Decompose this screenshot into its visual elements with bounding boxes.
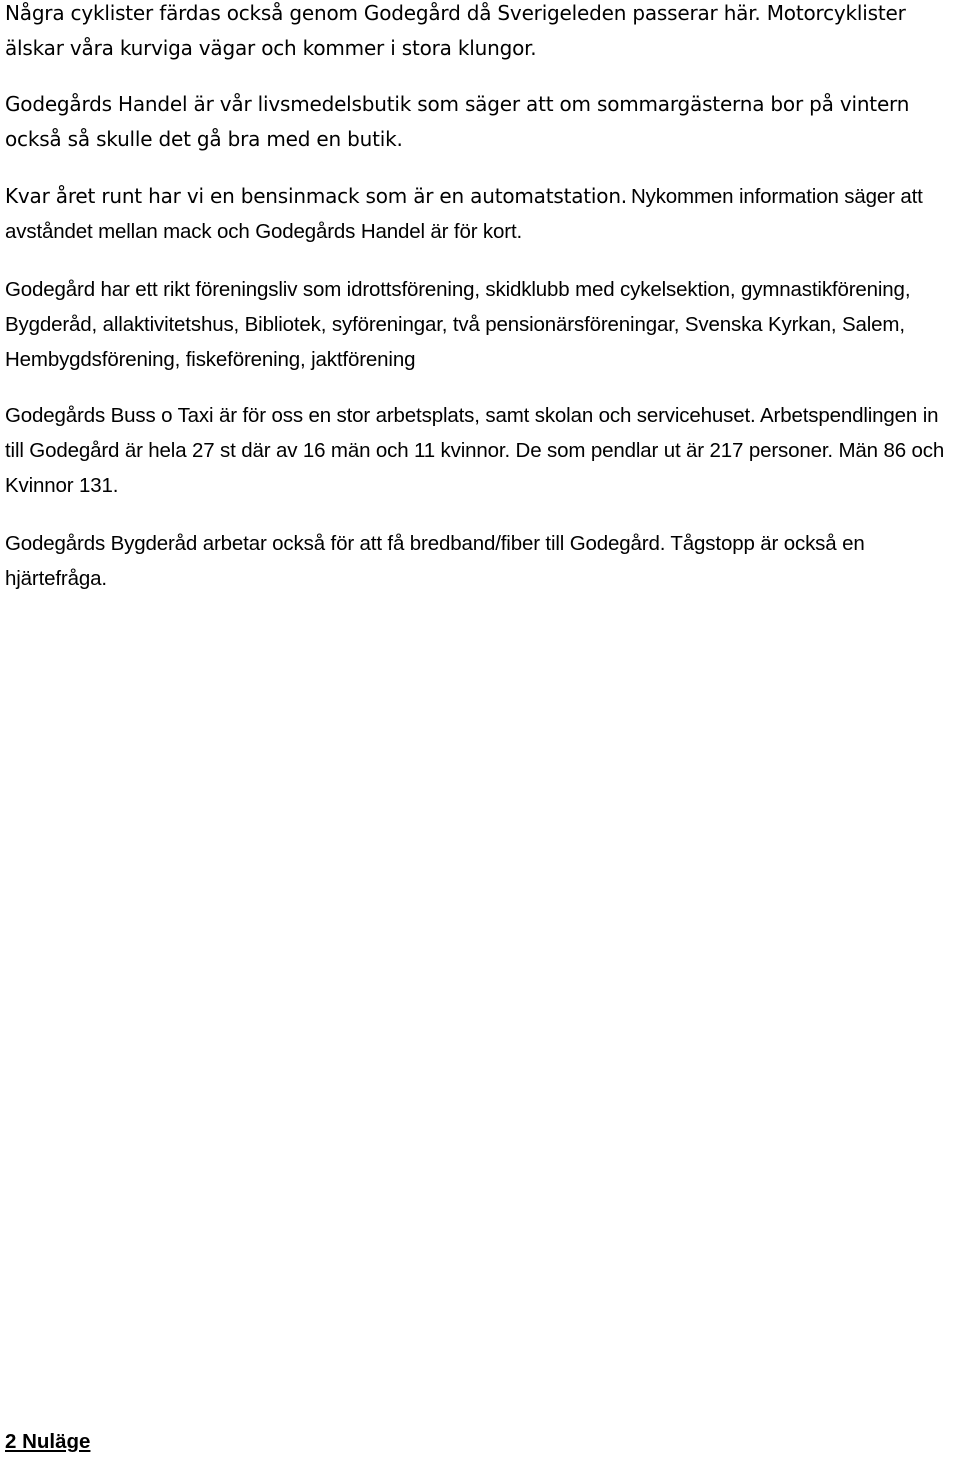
paragraph-bensinmack-note: Nykommen information säger att avståndet mellan mack och Godegårds Handel är för kort. <box>5 185 923 243</box>
section-heading: 2 Nuläge <box>5 1430 91 1453</box>
paragraph-bygderad: Godegårds Bygderåd arbetar också för att få bredband/fiber till Godegård. Tågstopp är också en hjärtefråga. <box>5 532 865 590</box>
paragraph-handel: Godegårds Handel är vår livsmedelsbutik som säger att om sommargästerna bor på vintern också så skulle det gå bra med en butik. <box>5 92 910 151</box>
paragraph-bensinmack <box>5 179 957 249</box>
paragraph-cyclists: Några cyklister färdas också genom Godegård då Sverigeleden passerar här. Motorcyklister älskar våra kurviga vägar och kommer i stora klungor. <box>5 1 906 60</box>
paragraph-bensinmack-text: Kvar året runt har vi en bensinmack som är en automatstation. <box>5 184 627 208</box>
paragraph-foreningsliv: Godegård har ett rikt föreningsliv som idrottsförening, skidklubb med cykelsektion, gymnastikförening, Bygderåd, allaktivitetshus, Bibliotek, syföreningar, två pensionärsföreningar, Svenska Kyrkan, Salem, Hembygdsförening, fiskeförening, jaktförening <box>5 278 911 371</box>
paragraph-arbetspendling: Godegårds Buss o Taxi är för oss en stor arbetsplats, samt skolan och servicehuset. Arbetspendlingen in till Godegård är hela 27 st där av 16 män och 11 kvinnor. De som pendlar ut är 217 personer. Män 86 och Kvinnor 131. <box>5 404 945 497</box>
